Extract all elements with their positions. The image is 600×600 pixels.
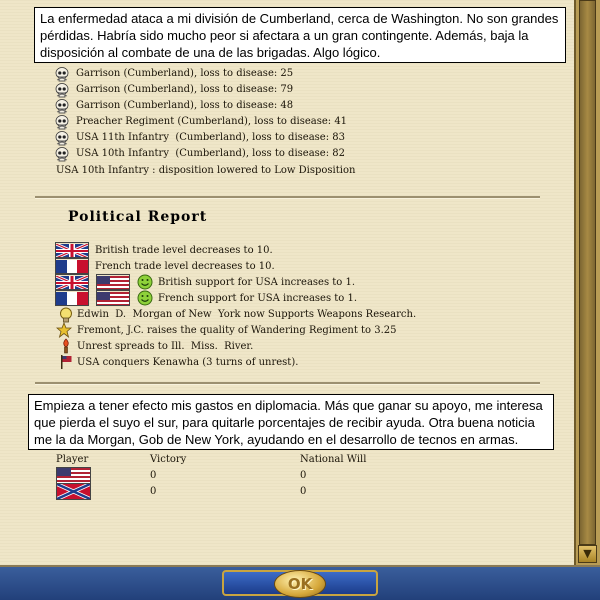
vertical-scrollbar[interactable] [574,0,600,565]
scroll-down-button[interactable]: ▼ [578,545,597,563]
log-text: Garrison (Cumberland), loss to disease: 79 [76,84,294,95]
usa-victory-value: 0 [150,470,157,481]
skull-icon [54,131,70,146]
political-item: French support for USA increases to 1. [158,293,358,304]
disposition-line: USA 10th Infantry : disposition lowered to Low Disposition [56,165,356,176]
csa-will-value: 0 [300,486,307,497]
commentary-note-middle: Empieza a tener efecto mis gastos en diplomacia. Más que ganar su apoyo, me interesa que pierda el suyo el sur, para quitarle porcentajes de recibir ayuda. Otra buena noticia me la da Morgan, Gob de New York, ayudando en el desarrollo de tecnos en armas. [28,394,554,450]
political-item: USA conquers Kenawha (3 turns of unrest). [77,357,299,368]
usa-will-value: 0 [300,470,307,481]
political-item: Fremont, J.C. raises the quality of Wandering Regiment to 3.25 [77,325,397,336]
scroll-track[interactable] [579,0,596,545]
csa-flag-icon [56,483,91,500]
section-divider [35,196,540,199]
log-text: Garrison (Cumberland), loss to disease: 25 [76,68,294,79]
british-flag-icon [55,274,89,290]
smiley-icon [137,274,153,290]
ok-button[interactable] [222,570,378,596]
header-player: Player [56,454,89,465]
political-item: British trade level decreases to 10. [95,245,273,256]
bottom-bar [0,565,600,600]
star-icon [56,322,72,338]
french-flag-icon [55,258,89,274]
log-text: Garrison (Cumberland), loss to disease: 48 [76,100,294,111]
skull-icon [54,83,70,98]
log-text: USA 10th Infantry (Cumberland), loss to disease: 82 [76,148,345,159]
skull-icon [54,67,70,82]
lightbulb-icon [58,307,74,323]
usa-flag-icon [96,274,130,290]
csa-victory-value: 0 [150,486,157,497]
skull-icon [54,147,70,162]
commentary-note-top: La enfermedad ataca a mi división de Cumberland, cerca de Washington. No son grandes pérdidas. Habría sido mucho peor si afectara a un gran contingente. Además, baja la disposición al combate de una de las brigadas. Algo lógico. [34,7,566,63]
log-text: Preacher Regiment (Cumberland), loss to disease: 41 [76,116,348,127]
header-national-will: National Will [300,454,367,465]
smiley-icon [137,290,153,306]
usa-flag-icon [56,467,91,484]
skull-icon [54,115,70,130]
section-divider [35,382,540,385]
header-victory: Victory [150,454,187,465]
political-item: British support for USA increases to 1. [158,277,356,288]
french-flag-icon [55,290,89,306]
ok-label: OK [274,570,326,598]
political-report-title: Political Report [68,209,208,225]
political-item: French trade level decreases to 10. [95,261,275,272]
usa-flag-icon [96,290,130,306]
flagpole-icon [58,354,74,370]
torch-icon [58,338,74,354]
political-item: Edwin D. Morgan of New York now Supports Weapons Research. [77,309,417,320]
log-text: USA 11th Infantry (Cumberland), loss to disease: 83 [76,132,345,143]
skull-icon [54,99,70,114]
political-item: Unrest spreads to Ill. Miss. River. [77,341,254,352]
british-flag-icon [55,242,89,258]
